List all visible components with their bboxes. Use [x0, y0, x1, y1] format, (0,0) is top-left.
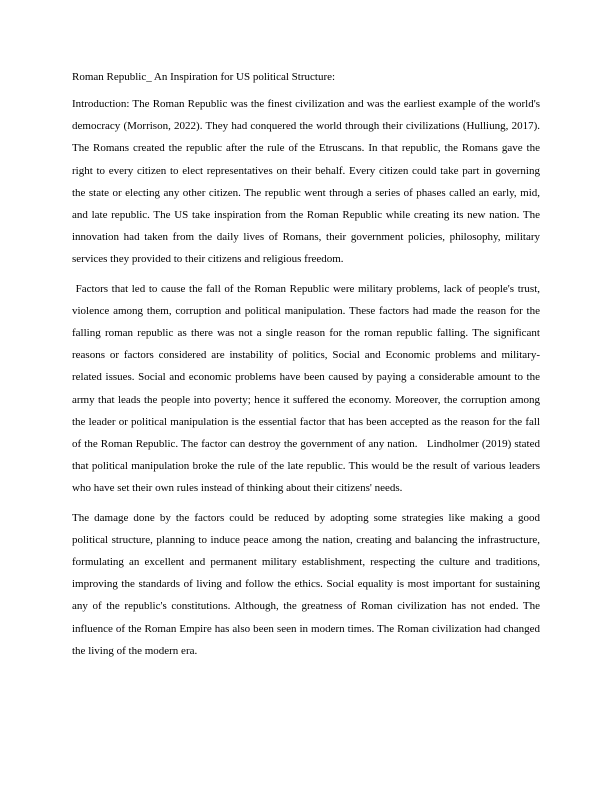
paragraph-strategies: The damage done by the factors could be reduced by adopting some strategies like making a good political structure, planning to induce peace among the nation, creating and balancing the infrastructure, formulating an excellent and permanent military establishment, respecting the culture and traditions, improving the standards of living and follow the ethics. Social equality is most important for sustaining any of the republic's constitutions. Although, the greatness of Roman civilization has not ended. The influence of the Roman Empire has also been seen in modern times. The Roman civilization had changed the living of the modern era.	[72, 511, 540, 657]
paragraph-fall-factors: Factors that led to cause the fall of the Roman Republic were military problems, lack of people's trust, violence among them, corruption and political manipulation. These factors had made the reason for the falling roman republic as there was not a single reason for the roman republic falling. The significant reasons or factors considered are instability of politics, Social and Economic problems and military-related issues. Social and economic problems have been caused by paying a considerable amount to the army that leads the people into poverty; hence it suffered the economy. Moreover, the corruption among the leader or political manipulation is the essential factor that has been accepted as the reason for the fall of the Roman Republic. The factor can destroy the government of any nation. Lindholmer (2019) stated that political manipulation broke the rule of the late republic. This would be the result of various leaders who have set their own rules instead of thinking about their citizens' needs.	[72, 282, 543, 495]
paragraph-introduction: Introduction: The Roman Republic was the finest civilization and was the earliest example of the world's democracy (Morrison, 2022). They had conquered the world through their civilizations (Hulliung, 2017). The Romans created the republic after the rule of the Etruscans. In that republic, the Romans gave the right to every citizen to elect representatives on their behalf. Every citizen could take part in governing the state or electing any other citizen. The republic went through a series of phases called an early, mid, and late republic. The US take inspiration from the Roman Republic while creating its new nation. The innovation had taken from the daily lives of Romans, their government policies, philosophy, military services they provided to their citizens and religious freedom.	[72, 98, 540, 266]
document-title: Roman Republic_ An Inspiration for US political Structure:	[72, 71, 336, 83]
document-page	[72, 70, 543, 669]
